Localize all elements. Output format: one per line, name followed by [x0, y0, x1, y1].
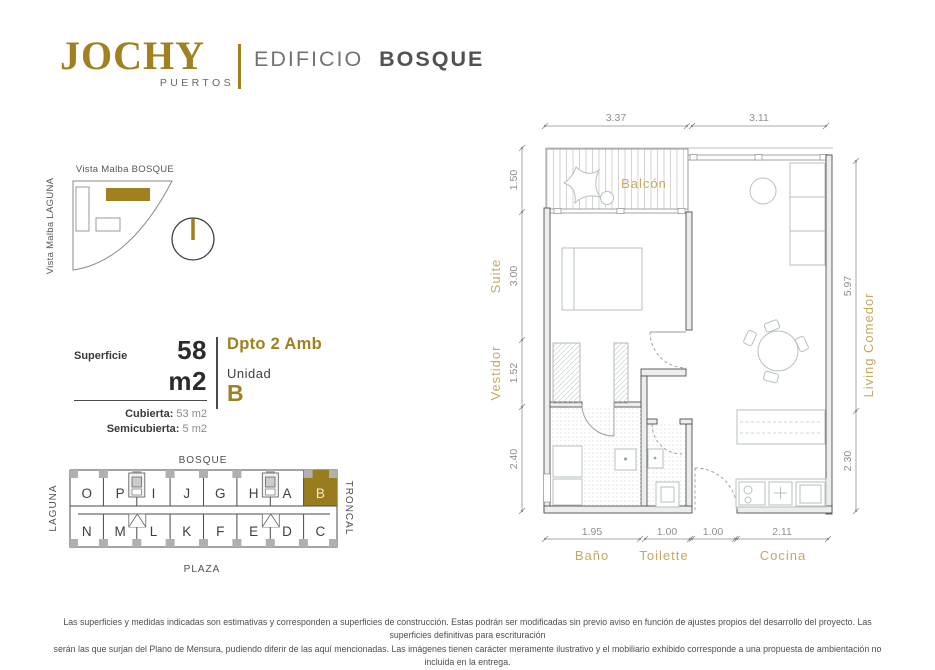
room-label-vestidor: Vestidor	[488, 345, 503, 401]
unit-e: E	[249, 524, 259, 539]
brand-sub-label: PUERTOS	[159, 77, 234, 89]
unit-m: M	[114, 524, 126, 539]
elevator-icon	[262, 473, 278, 497]
disclaimer-line-1: Las superficies y medidas indicadas son estimativas y corresponden a superficies de construcción. Estas podrán ser modificadas sin previo aviso en función de ajustes propios del desarrollo del proyecto. Las superficies definitivas para escrituración	[63, 617, 872, 640]
room-label-living: Living Comedor	[861, 292, 876, 398]
compass	[172, 218, 214, 260]
unit-h: H	[248, 486, 259, 501]
project-title-name: BOSQUE	[379, 47, 485, 71]
dim-top-1: 3.37	[605, 112, 627, 124]
unit-c: C	[315, 524, 326, 539]
room-label-suite: Suite	[488, 258, 503, 294]
toilet-icon	[656, 482, 679, 507]
floor-plan	[488, 112, 876, 563]
entry-door-arc	[695, 468, 737, 510]
room-label-cocina: Cocina	[759, 548, 807, 563]
site-plan-top-label: Vista Malba BOSQUE	[75, 164, 175, 175]
dining-table-icon	[743, 319, 809, 383]
key-plan	[48, 455, 354, 575]
keyplan-grid	[70, 470, 337, 547]
unit-g: G	[214, 486, 226, 501]
dim-bottom-4: 2.11	[772, 526, 792, 538]
dim-right-1: 5.97	[842, 275, 854, 297]
dim-left-1: 1.50	[508, 169, 520, 191]
dim-left-3: 1.52	[508, 362, 520, 384]
disclaimer-line-2: serán las que surjan del Plano de Mensura, pudiendo diferir de las aquí mencionadas. Las imágenes tienen carácter meramente ilustrativo y el mobiliario exhibido corresponde a una propuesta de ambientación no incluida en la entrega.	[53, 644, 882, 667]
brand-logo: JOCHY	[60, 33, 205, 78]
keyplan-east-label: TRONCAL	[343, 480, 354, 536]
site-building-highlight	[106, 188, 150, 201]
elevator-icon	[129, 473, 145, 497]
room-label-bano: Baño	[574, 548, 610, 563]
unit-i: I	[151, 486, 156, 501]
dim-bottom-3: 1.00	[702, 526, 724, 538]
room-label-toilette: Toilette	[639, 548, 689, 563]
closet-icon	[614, 343, 628, 403]
unit-type: Dpto 2 Amb	[227, 335, 322, 353]
unit-n: N	[81, 524, 92, 539]
cubierta-label: Cubierta:	[125, 408, 174, 420]
dim-bottom-1: 1.95	[581, 526, 603, 538]
unidad-label: Unidad	[227, 366, 272, 381]
keyplan-north-label: BOSQUE	[178, 455, 228, 466]
closet-icon	[553, 343, 580, 403]
site-plan	[45, 164, 214, 274]
sofa-icon	[790, 163, 825, 265]
superficie-value: 58 m2	[168, 335, 207, 396]
unit-p: P	[115, 486, 125, 501]
semicubierta-value: 5 m2	[182, 423, 207, 435]
dim-top-2: 3.11	[749, 112, 769, 124]
unit-k: K	[182, 524, 192, 539]
semicubierta-label: Semicubierta:	[106, 423, 180, 435]
keyplan-south-label: PLAZA	[183, 564, 221, 575]
unit-j: J	[183, 486, 191, 501]
cubierta-value: 53 m2	[176, 408, 207, 420]
unit-l: L	[149, 524, 158, 539]
unit-b-highlighted: B	[315, 486, 325, 501]
legal-disclaimer	[0, 616, 935, 670]
unit-o: O	[81, 486, 92, 501]
dim-left-4: 2.40	[508, 448, 520, 470]
shower-icon	[553, 479, 582, 505]
unit-d: D	[282, 524, 292, 539]
living-plant-icon	[750, 178, 776, 204]
dim-left-2: 3.00	[508, 265, 520, 287]
dim-right-2: 2.30	[842, 450, 854, 472]
dim-bottom-2: 1.00	[656, 526, 678, 538]
keyplan-west-label: LAGUNA	[48, 484, 59, 532]
bath-window	[544, 474, 551, 502]
unidad-value: B	[227, 380, 244, 406]
kitchen-counter-icon	[736, 479, 826, 507]
superficie-label: Superficie	[74, 350, 128, 362]
unit-a: A	[282, 486, 292, 501]
unit-f: F	[216, 524, 225, 539]
suite-door-arc	[650, 332, 686, 368]
shower-icon	[553, 446, 582, 477]
kitchen-island-icon	[737, 410, 825, 444]
room-label-balcon: Balcón	[621, 176, 667, 191]
project-title-prefix: EDIFICIO	[254, 47, 364, 71]
site-plan-side-label: Vista Malba LAGUNA	[45, 177, 56, 275]
